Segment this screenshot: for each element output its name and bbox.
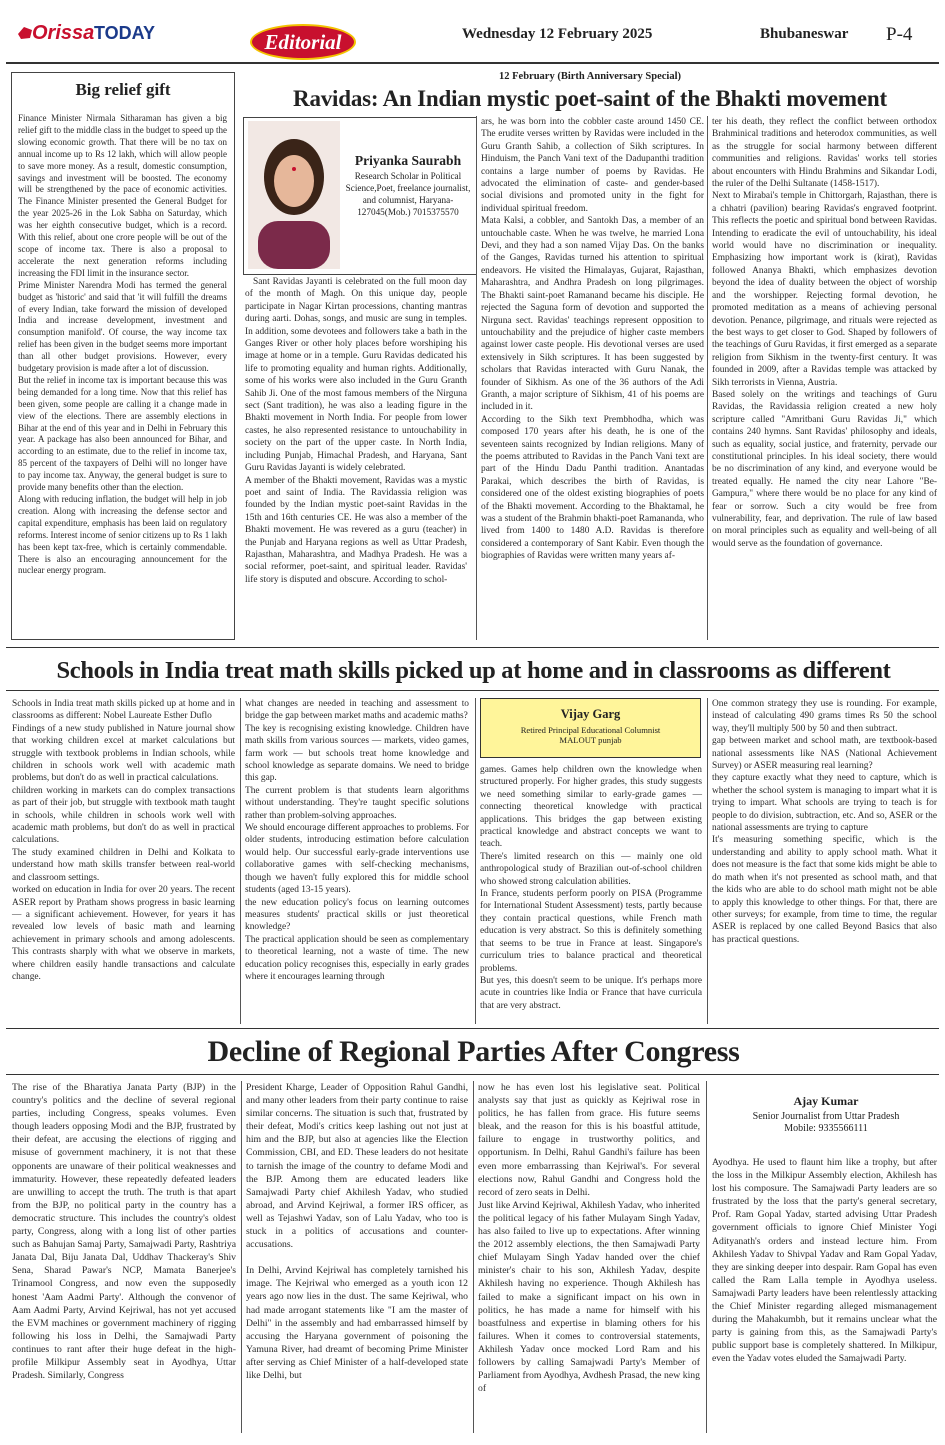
ravidas-paragraph: Sant Ravidas Jayanti is celebrated on the full moon day of the month of Magh. On this unique day, people participate in Nagar Kirtan processions, chanting mantras during aarti. Dohas, songs, and music are sung in temples. In addition, some devotees and followers take a bath in the Ganges River or other holy places before worshiping his image at home or in a temple. Guru Ravidas dedicated his life to promoting equality and human rights. Additionally, some of his works were also included in the Guru Granth Sahib Ji. One of the most famous members of the Nirguna sect (Sant tradition), he was also a leading figure in the Bhakti movement in North India. For people from lower castes, he also represented resistance to untouchability in society on the part of the upper caste. In North India, including Punjab, Himachal Pradesh, and Haryana, Sant Guru Ravidas Jayanti is widely celebrated. <box>245 277 467 474</box>
schools-paragraph: Schools in India treat math skills picked up at home and in classrooms as different: Nobel Laureate Esther Duflo <box>12 699 235 722</box>
schools-author-box <box>480 698 701 758</box>
decline-author-block <box>712 1094 940 1134</box>
decline-author-mobile: Mobile: 9335566111 <box>784 1123 868 1134</box>
ravidas-paragraph: ter his death, they reflect the conflict between orthodox Brahminical traditions and heterodox communities, as well as the struggle for social harmony between different communities and religions. Ravidas' works tell stories about encounters with Hindu Brahmins and Sikandar Lodi, the ruler of the Delhi Sultanate (1458-1517). <box>712 117 937 190</box>
schools-col-3 <box>480 764 702 1012</box>
decline-author-name: Ajay Kumar <box>793 1094 859 1108</box>
column-divider <box>476 116 477 640</box>
decline-paragraph: In Delhi, Arvind Kejriwal has completely tarnished his image. The Kejriwal who emerged as a youth icon 12 years ago now lies in the dust. The same Kejriwal, who had made arrogant statements like "I am the master of Delhi" in the assembly and had embarrassed himself by accusing the Haryana government of poisoning the Yamuna River, had dreamt of becoming Prime Minister after serving as Chief Minister of a half-developed state like Delhi, but <box>246 1265 468 1381</box>
schools-paragraph: gap between market and school math, are textbook-based national assessments like NAS (National Achievement Survey) or ASER measuring real learning? <box>712 736 937 772</box>
schools-paragraph: We should encourage different approaches to problems. For older students, introducing estimation before calculation would help. Our successful early-grade interventions use collaborative games with self-checking mechanisms, though we haven't fully explored this for middle school students (aged 13-15 years). <box>245 823 470 896</box>
decline-paragraph: President Kharge, Leader of Opposition Rahul Gandhi, and many other leaders from their party continue to raise similar concerns. The situation is such that, frustrated by their defeat, Modi's critics keep lashing out not just at him and the BJP, but also at agencies like the Election Commission, CBI, and ED. These leaders do not hesitate to tarnish the image of the country to defame Modi and the BJP. Among them are educated leaders like Samajwadi Party chief Akhilesh Yadav, who studied abroad, and Arvind Kejriwal, a former IRS officer, as well as Tejashwi Yadav, son of Lalu Yadav, who too is stuck in a politics of accusations and counter-accusations. <box>246 1082 468 1251</box>
schools-paragraph: It's measuring something specific, which is the understanding and ability to apply school math. What it does not measure is the fact that some kids might be able to do math when it's not presented as school math, and that the kids who are able to do school math might not be able to apply this knowledge to other things. For that, there are other surveys; for example, from time to time, the regular ASER is replaced by one called Beyond Basics that also has practical questions. <box>712 835 937 945</box>
edition-city: Bhubaneswar <box>760 26 849 42</box>
decline-col-1 <box>12 1081 236 1382</box>
schools-author-bio: Retired Principal Educational Columnist <box>520 725 661 735</box>
relief-paragraph: Finance Minister Nirmala Sitharaman has given a big relief gift to the middle class in the budget to speed up the slowing economic growth. That there will be no tax on annual income up to Rs 12 lakh, which will allow people to save more money. As a result, domestic consumption, savings and investment will be boosted. The economy will be strengthened by the pace of economic activities. The Finance Minister presented the General Budget for the year 2025-26 in the Lok Sabha on Saturday, which was her eighth consecutive budget, which is a record. With this relief, about one crore people will be out of the scope of income tax. There is also a proposal to accelerate the next generation reforms including increasing the FDI limit in the insurance sector. <box>18 113 227 278</box>
relief-paragraph: Prime Minister Narendra Modi has termed the general budget as 'historic' and said that 'it will fulfill the dreams of every Indian, take forward the mission of developed India and increase development, investment and consumption manifold'. Of course, the way income tax relief has been given in the budget seems more important than all other budget provisions. However, every budgetary provision is made after a lot of discussion. <box>18 279 227 374</box>
decline-col-3 <box>478 1081 700 1395</box>
column-divider <box>707 698 708 1024</box>
author-photo <box>248 121 340 269</box>
column-divider <box>240 698 241 1024</box>
column-divider <box>475 698 476 1024</box>
relief-paragraph: Along with reducing inflation, the budget will help in job creation. Along with increasing the defense sector and capital expenditure, emphasis has been laid on regulatory reforms. Interest income of senior citizens up to Rs 1 lakh has been kept tax-free, which is certainly commendable. There is also an encouraging announcement for the nuclear energy program. <box>18 494 227 576</box>
ravidas-author-name: Priyanka Saurabh <box>354 153 462 168</box>
page-number: P-4 <box>886 24 913 45</box>
schools-author-location: MALOUT punjab <box>559 735 622 745</box>
schools-paragraph: The current problem is that students learn algorithms without understanding. They're taught specific solutions rather than problem-solving approaches. <box>245 785 469 821</box>
section-rule <box>6 1028 939 1029</box>
ravidas-col-1 <box>245 276 467 586</box>
ravidas-paragraph: Next to Mirabai's temple in Chittorgarh, Rajasthan, there is a chhatri (pavilion) bearing Ravidas's engraved footprint. This reflects the poetic and spiritual bond between Ravidas. Intending to eradicate the evil of untouchability, his ideal world would have no discrimination or inequality. Emphasizing how important work is (kirat), Ravidas followed Ananya Bhakti, which emphasizes devotion beyond the idea of duality between the object of worship and the worshipper. Rejecting formal devotion, he promoted meditation as a means of achieving personal devotion. Penance, pilgrimage, and rituals were rejected as the best ways to get closer to God. Shaped by followers of the teachings of Guru Ravidas, it first emerged as a separate religion from Sikhism in the twenty-first century. It was founded in 2009, after a Ravidas temple was attacked by Sikh terrorists in Vienna, Austria. <box>712 191 938 388</box>
schools-paragraph: what changes are needed in teaching and assessment to bridge the gap between market maths and academic maths? <box>245 699 469 722</box>
column-divider <box>706 1081 707 1433</box>
relief-title: Big relief gift <box>75 80 171 99</box>
decline-paragraph: now he has even lost his legislative seat. Political analysts say that just as quickly as Kejriwal rose in politics, he has fallen from grace. His future seems bleak, and the reason for this is his boastful attitude, failure to engage in trustworthy politics, and opportunism. In Delhi, Rahul Gandhi's failure has been even more embarrassing than Kejriwal's. For several elections now, Rahul Gandhi and Congress hold the record of zero seats in Delhi. <box>478 1082 700 1198</box>
ravidas-paragraph: ars, he was born into the cobbler caste around 1450 CE. The erudite verses written by Ravidas were included in the Guru Granth Sahib, a collection of Sikh scriptures. In Hinduism, the Panch Vani text of the Dadupanthi tradition contains a large number of poems by Ravidas. He advocated the elimination of caste- and gender-based social divisions and promoted unity in the fight for individual spiritual freedom. <box>481 117 704 214</box>
section-rule <box>6 647 939 648</box>
ravidas-paragraph: Mata Kalsi, a cobbler, and Santokh Das, a member of an untouchable caste. When he was twelve, he married Lona Devi, and they had a son named Vijay Das. On the banks of the Ganges, Ravidas turned his attention to spiritual endeavors. He visited the Himalayas, Gujarat, Rajasthan, Maharashtra, and Andhra Pradesh on long pilgrimages. The Bhakti saint-poet Ramanand became his disciple. He rejected the Saguna form of devotion and supported the Nirguna sect. Ravidas' teachings represent opposition to untouchability and the prejudice of higher caste members against lower caste people. His devotional verses are used extensively in Sikh scriptures. It has been suggested by scholars that Ravidas interacted with Guru Nanak, the founder of Sikhism. As one of the 36 authors of the Adi Granth, a major scripture of Sikhism, 41 of his poems are included in it. <box>481 216 704 413</box>
schools-paragraph: the new education policy's focus on learning outcomes measures students' practical skills or just theoretical knowledge? <box>245 897 469 933</box>
ravidas-col-2 <box>481 116 704 563</box>
schools-paragraph: The key is recognising existing knowledge. Children have math skills from various sources — markets, video games, farm work — but schools treat home knowledge and school knowledge as separate domains. We need to bridge this gap. <box>245 723 469 784</box>
decline-paragraph: Just like Arvind Kejriwal, Akhilesh Yadav, who inherited the political legacy of his father Mulayam Singh Yadav, has also failed to live up to expectations. After winning the 2012 assembly elections, the then Samajwadi Party chief Mulayam Singh Yadav handed over the chief minister's chair to his son, Akhilesh Yadav, despite Akhilesh having no experience. Though Akhilesh has failed to make a significant impact on his own in politics, he has made a name for himself with his boastfulness and expertise in blaming others for his failures. When it comes to controversial statements, Akhilesh Yadav once mocked Lord Ram and his followers by calling Samajwadi Party's Member of Parliament from Ayodhya, Avdhesh Prasad, the new king of <box>478 1199 700 1395</box>
ravidas-author-bio: Research Scholar in Political Science,Poet, freelance journalist, and columnist, Haryana-127045(Mob.) 7015375570 <box>345 171 471 217</box>
schools-paragraph: The practical application should be seen as complementary to theoretical learning, not a waste of time. The new education policy recognises this, especially in early grades where it encourages learning through <box>245 934 469 982</box>
schools-paragraph: children working in markets can do complex transactions as part of their job, but struggle with textbook math taught in schools, while children in schools work well with academic math problems, but don't do as well in practical calculations. <box>12 785 235 846</box>
ravidas-col-3 <box>712 116 937 550</box>
column-divider <box>241 1081 242 1433</box>
schools-author-name: Vijay Garg <box>560 707 621 721</box>
decline-paragraph: Ayodhya. He used to flaunt him like a trophy, but after the loss in the Milkipur Assembly election, Akhilesh has lost his composure. The Samajwadi Party leaders are so frustrated by the loss that the party's general secretary, Prof. Ram Gopal Yadav, started advising Uttar Pradesh government officials to ignore Chief Minister Yogi Adityanath's orders and instead lecture him. From Akhilesh Yadav to Shivpal Yadav and Ram Gopal Yadav, they are sinking deeper into despair. Ram Gopal has even called the Ram Lalla temple in Ayodhya useless. Samajwadi Party leaders have been relentlessly attacking the Chief Minister regarding alleged mismanagement during the Mahakumbh, but it remains unclear what the party is gaining from this, as the Samajwadi Party's public support base is completely shattered. In Milkipur, even the Yadav votes eluded the Samajwadi Party. <box>712 1157 937 1365</box>
schools-headline: Schools in India treat math skills picked up at home and in classrooms as different <box>56 657 891 684</box>
logo-orissa-text: Orissa <box>32 22 95 44</box>
schools-paragraph: In France, students perform poorly on PISA (Programme for International Student Assessment) tests, partly because they contain practical questions, while French math education is very abstract. So this is definitely something that seems to be true in France at least. Singapore's curriculum tries to balance practical and theoretical problems. <box>480 889 702 974</box>
schools-paragraph: One common strategy they use is rounding. For example, instead of calculating 490 grams times Rs 50 the school way, they'll multiply 500 by 50 and then subtract. <box>712 699 937 734</box>
section-rule <box>6 1074 939 1075</box>
ravidas-paragraph: According to the Sikh text Prembhodha, which was composed 170 years after his death, he is one of the seventeen saints recognized by Indian religions. Many of the poems attributed to Ravidas in the Panch Vani text are part of the Hindu Dadu Panthi tradition. Anantadas Parakai, which describes the birth of Ravidas, is considered one of the oldest existing biographies of poets of the Bhakti movement. According to the Bhaktamal, he was a student of the Brahmin bhakti-poet Ramananda, who lived from 1400 to 1480 A.D. Ravidas is therefore considered a contemporary of Sant Kabir. Even though the biographies of Ravidas were written many years af- <box>481 414 704 562</box>
section-badge: Editorial <box>250 24 356 60</box>
schools-paragraph: worked on education in India for over 20 years. The recent ASER report by Pratham shows progress in basic learning — a significant achievement. However, for years it has revealed low levels of basic math and learning achievement in primary schools and among adolescents. This contrasts sharply with what we observe in markets, where children easily handle transactions and calculate change. <box>12 885 235 982</box>
newspaper-logo <box>18 22 156 48</box>
relief-paragraph: But the relief in income tax is important because this was being demanded for a long time. Now that this relief has been given, some people are calling it a change made in view of the elections. There are assembly elections in Bihar at the end of this year and in Delhi in February this year. A package has also been announced for Bihar, and according to an estimate, due to the relief in income tax, 85 percent of the taxpayers of Delhi will no longer have to pay income tax. Anyway, the general budget is sure to provide many benefits other than the election. <box>18 374 227 493</box>
schools-paragraph: But yes, this doesn't seem to be unique. It's perhaps more acute in countries like India or France that have curricula that are very abstract. <box>480 975 702 1011</box>
issue-date: Wednesday 12 February 2025 <box>462 26 653 42</box>
relief-body <box>18 113 227 577</box>
masthead <box>0 0 945 66</box>
section-rule <box>6 690 939 691</box>
schools-paragraph: Findings of a new study published in Nature journal show that working children excel at market calculations but struggle with textbook problems in Indian schools, while children in schools work well with academic math problems, but don't do as well in practical calculations. <box>12 723 235 784</box>
schools-paragraph: games. Games help children own the knowledge when structured properly. For higher grades, this study suggests we need something similar to early-grade games — connecting theoretical knowledge with practical applications. This bridges the gap between existing practical knowledge and abstract concepts we want to teach. <box>480 765 702 850</box>
ravidas-kicker: 12 February (Birth Anniversary Special) <box>499 71 681 82</box>
ravidas-paragraph: Based solely on the writings and teachings of Guru Ravidas, the Ravidassia religion created a new holy scripture called "Amritbani Guru Ravidas Ji," which contains 240 hymns. Sant Ravidas' philosophy and ideals, such as equality, social justice, and fraternity, pervade our constitutional principles. In his ideal society, there would be no discrimination of any kind, and everyone would be treated equally. He named the city near Lahore "Be-Gampura," where there would be no place for any kind of fear or sorrow. Such a city would be free from vulnerability, fear, and deprivation. The rule of law based on moral principles such as equality and well-being of all would serve as the foundation of governance. <box>712 389 937 549</box>
decline-col-4 <box>712 1156 937 1366</box>
decline-author-bio: Senior Journalist from Uttar Pradesh <box>752 1111 900 1122</box>
schools-paragraph: The study examined children in Delhi and Kolkata to understand how math skills transfer between real-world and classroom settings. <box>12 847 235 883</box>
logo-today-text: TODAY <box>94 23 156 43</box>
schools-col-1 <box>12 698 235 983</box>
decline-headline: Decline of Regional Parties After Congress <box>207 1035 740 1068</box>
column-divider <box>707 116 708 640</box>
schools-col-4 <box>712 698 937 946</box>
schools-col-2 <box>245 698 469 983</box>
ravidas-paragraph: A member of the Bhakti movement, Ravidas was a mystic poet and saint of India. The Ravidassia religion was founded by the Indian mystic poet-saint Ravidas in the 15th and 16th centuries CE. He was also a member of the Bhakti movement. He was revered as a guru (teacher) in the Punjab and Haryana regions as well as Uttar Pradesh, Rajasthan, Maharashtra, and Madhya Pradesh. He was a social reformer, poet-saint, and spiritual leader. Ravidas' life story is disputed and obscure. According to schol- <box>245 475 467 585</box>
column-divider <box>473 1081 474 1433</box>
schools-paragraph: they capture exactly what they need to capture, which is whether the school system is managing to impart what it is trying to impart. What schools are trying to teach is for people to do division, subtraction, etc. And so, ASER or the national assessments are trying to capture <box>712 773 937 834</box>
schools-paragraph: There's limited research on this — mainly one old anthropological study of Brazilian out-of-school children who showed strong calculation abilities. <box>480 851 702 887</box>
ravidas-headline: Ravidas: An Indian mystic poet-saint of the Bhakti movement <box>293 86 887 111</box>
masthead-rule <box>6 62 939 64</box>
decline-col-2 <box>246 1081 468 1382</box>
decline-paragraph: The rise of the Bharatiya Janata Party (BJP) in the country's politics and the decline of several regional parties, including Congress, speaks volumes. Even though leaders opposing Modi and the BJP, frustrated by their defeat, are accusing the elections of rigging and misuse of government machinery, it is not that these opponents are unaware of their political weaknesses and immaturity. However, these repeatedly defeated leaders are unwilling to accept the truth. The truth is that apart from the BJP, no political party in the country has a democratic structure. This includes the country's oldest party, Congress, along with a long list of other parties such as Bahujan Samaj Party, Samajwadi Party, Rashtriya Janata Dal, Biju Janata Dal, Uddhav Thackeray's Shiv Sena, Sharad Pawar's NCP, Mamata Banerjee's Trinamool Congress, and now even the supposedly honest 'Aam Aadmi Party'. Although the convenor of Aam Aadmi Party, Arvind Kejriwal, has not yet accused the EVM machines or government machinery of rigging following his loss in Delhi, the Samajwadi Party continues to rant after their huge defeat in the high-profile Milkipur Assembly seat in Ayodhya, Uttar Pradesh. Similarly, Congress <box>12 1082 236 1382</box>
